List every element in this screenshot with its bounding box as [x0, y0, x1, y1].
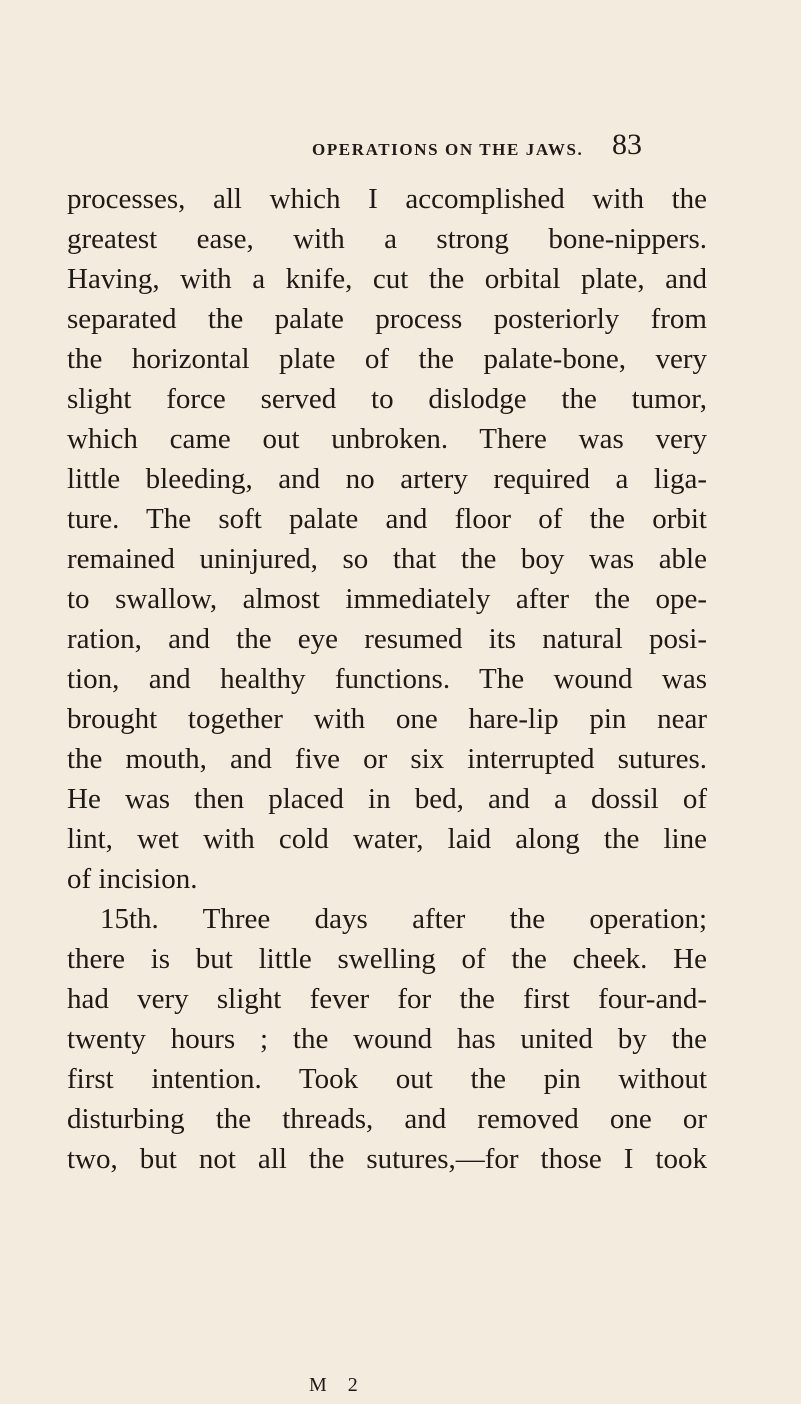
page-number: 83 — [612, 128, 642, 161]
text-line: little bleeding, and no artery required a liga- — [67, 463, 707, 495]
text-line: there is but little swelling of the cheek. He — [67, 943, 707, 975]
text-line: to swallow, almost immediately after the ope- — [67, 583, 707, 615]
text-line: two, but not all the sutures,—for those I took — [67, 1143, 707, 1175]
text-line: the mouth, and five or six interrupted sutures. — [67, 743, 707, 775]
text-line: remained uninjured, so that the boy was able — [67, 543, 707, 575]
signature-mark: M 2 — [309, 1374, 366, 1396]
text-line: processes, all which I accomplished with the — [67, 183, 707, 215]
text-line: disturbing the threads, and removed one or — [67, 1103, 707, 1135]
text-line: of incision. — [67, 863, 198, 895]
body-text — [67, 179, 707, 1179]
text-line: Having, with a knife, cut the orbital plate, and — [67, 263, 707, 295]
text-line: greatest ease, with a strong bone-nippers. — [67, 223, 707, 255]
text-line: ture. The soft palate and floor of the orbit — [67, 503, 707, 535]
text-line: which came out unbroken. There was very — [67, 423, 707, 455]
text-line: 15th. Three days after the operation; — [100, 903, 707, 935]
text-line: brought together with one hare-lip pin near — [67, 703, 707, 735]
text-line: slight force served to dislodge the tumor, — [67, 383, 707, 415]
text-line: had very slight fever for the first four-and- — [67, 983, 707, 1015]
running-head: OPERATIONS ON THE JAWS. — [312, 140, 584, 159]
text-line: He was then placed in bed, and a dossil of — [67, 783, 707, 815]
text-line: separated the palate process posteriorly from — [67, 303, 707, 335]
text-line: tion, and healthy functions. The wound was — [67, 663, 707, 695]
text-line: the horizontal plate of the palate-bone, very — [67, 343, 707, 375]
text-line: twenty hours ; the wound has united by the — [67, 1023, 707, 1055]
text-line: lint, wet with cold water, laid along the line — [67, 823, 707, 855]
text-line: first intention. Took out the pin without — [67, 1063, 707, 1095]
text-line: ration, and the eye resumed its natural posi- — [67, 623, 707, 655]
